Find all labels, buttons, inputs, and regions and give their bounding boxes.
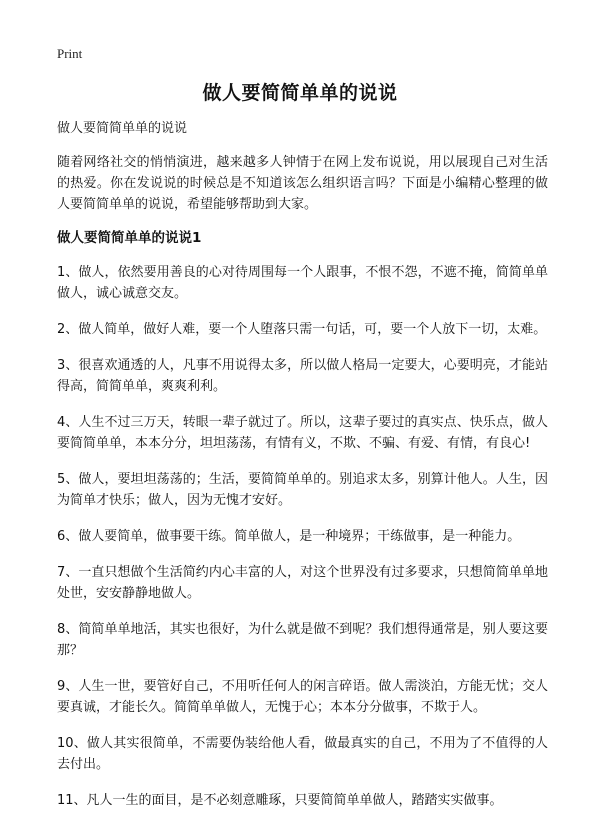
list-item: 4、人生不过三万天，转眼一辈子就过了。所以，这辈子要过的真实点、快乐点，做人要简简单单，本本分分，坦坦荡荡，有情有义，不欺、不骗、有爱、有情，有良心! <box>57 415 548 451</box>
list-item: 10、做人其实很简单，不需要伪装给他人看，做最真实的自己，不用为了不值得的人去付出。 <box>57 736 548 772</box>
list-item: 3、很喜欢通透的人，凡事不用说得太多，所以做人格局一定要大，心要明亮，才能站得高，简简单单，爽爽利利。 <box>57 358 548 394</box>
list-item: 5、做人，要坦坦荡荡的；生活，要简简单单的。别追求太多，别算计他人。人生，因为简单才快乐；做人，因为无愧才安好。 <box>57 472 548 508</box>
list-item: 6、做人要简单，做事要干练。简单做人，是一种境界；干练做事，是一种能力。 <box>57 529 521 544</box>
section-heading: 做人要简简单单的说说1 <box>57 230 202 246</box>
print-link[interactable]: Print <box>57 46 83 61</box>
intro-paragraph: 随着网络社交的悄悄演进，越来越多人钟情于在网上发布说说，用以展现自己对生活的热爱。你在发说说的时候总是不知道该怎么组织语言吗？下面是小编精心整理的做人要简简单单的说说，希望能够帮助到大家。 <box>57 155 548 212</box>
list-item: 9、人生一世，要管好自己，不用听任何人的闲言碎语。做人需淡泊，方能无忧；交人要真诚，才能长久。简简单单做人，无愧于心；本本分分做事，不欺于人。 <box>57 679 548 715</box>
list-item: 7、一直只想做个生活简约内心丰富的人，对这个世界没有过多要求，只想简简单单地处世，安安静静地做人。 <box>57 565 548 601</box>
list-item: 8、简简单单地活，其实也很好，为什么就是做不到呢？我们想得通常是，别人要这要那？ <box>57 622 548 658</box>
page-title: 做人要简简单单的说说 <box>202 82 398 104</box>
list-item: 1、做人，依然要用善良的心对待周围每一个人跟事，不恨不怨，不遮不掩，简简单单做人，诚心诚意交友。 <box>57 265 548 301</box>
list-item: 11、凡人一生的面目，是不必刻意雕琢，只要简简单单做人，踏踏实实做事。 <box>57 793 503 808</box>
article-body <box>57 118 548 826</box>
article-subtitle: 做人要简简单单的说说 <box>57 121 188 136</box>
list-item: 2、做人简单，做好人难，要一个人堕落只需一句话，可，要一个人放下一切，太难。 <box>57 322 547 337</box>
